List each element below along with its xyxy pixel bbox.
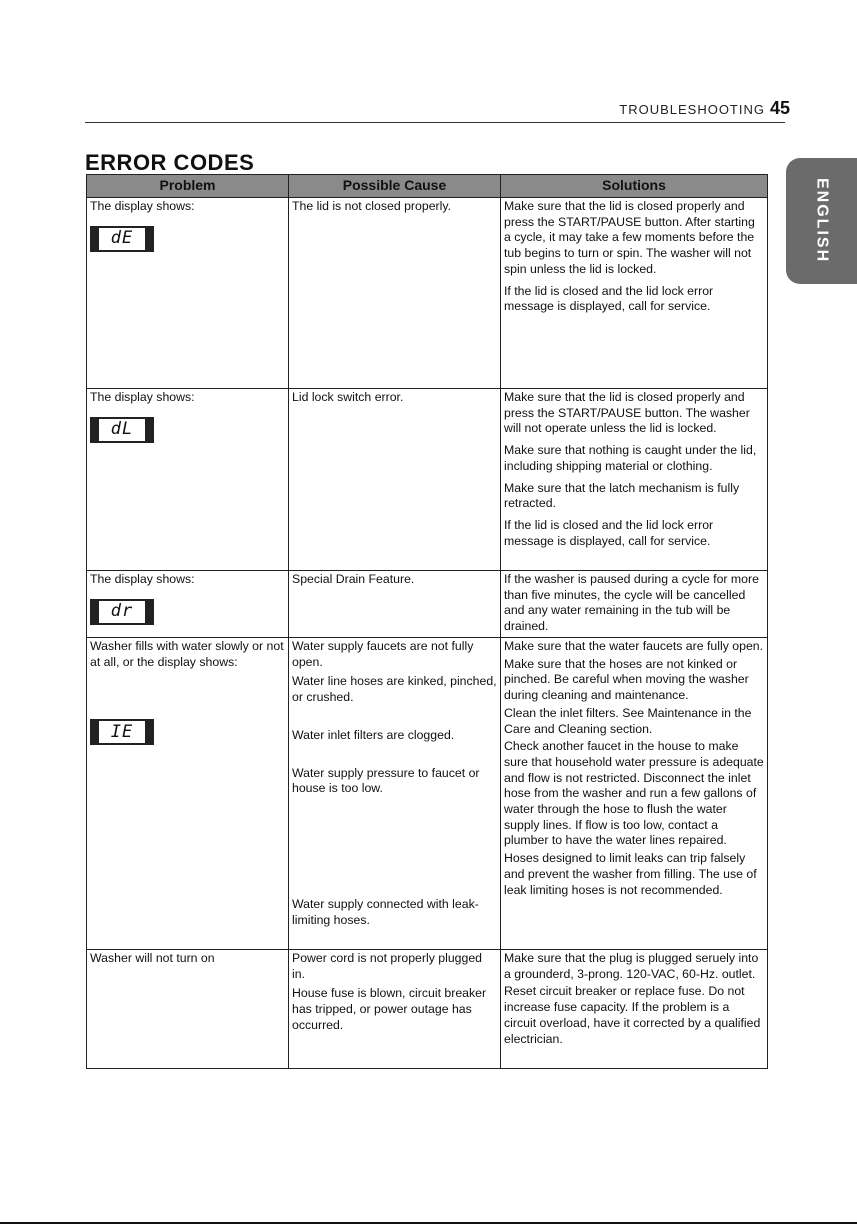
solution-text: If the lid is closed and the lid lock error message is displayed, call for service.	[504, 283, 714, 314]
problem-text: Washer fills with water slowly or not at all, or the display shows:	[90, 639, 284, 669]
lcd-display-icon	[90, 226, 154, 252]
problem-text: The display shows:	[90, 572, 195, 586]
solution-text: Check another faucet in the house to make sure that household water pressure is adequate and flow is not restricted. Disconnect the inlet hose from the washer and run a few gallons of water through the hose to flush the water supply lines. If flow is too low, contact a plumber to have the water lines repaired.	[504, 739, 764, 848]
problem-text: The display shows:	[90, 199, 195, 213]
cause-cell	[289, 638, 501, 950]
header-solutions: Solutions	[501, 175, 768, 198]
cause-cell	[289, 571, 501, 638]
cause-text: Special Drain Feature.	[292, 572, 415, 586]
lcd-display-icon	[90, 599, 154, 625]
language-tab	[786, 158, 857, 284]
solution-text: Make sure that the plug is plugged seruely into a grounderd, 3-prong. 120-VAC, 60-Hz. outlet.	[504, 951, 759, 981]
solution-text: Make sure that the lid is closed properly and press the START/PAUSE button. After starting a cycle, it may take a few moments before the tub begins to turn or spin. The washer will not spin unless the lid is locked.	[504, 199, 755, 276]
solution-text: If the washer is paused during a cycle for more than five minutes, the cycle will be cancelled and any water remaining in the tub will be drained.	[504, 572, 759, 634]
lcd-display-icon	[90, 417, 154, 443]
table-row	[87, 389, 768, 571]
lcd-display-icon	[90, 719, 154, 745]
problem-cell	[87, 198, 289, 389]
problem-text: The display shows:	[90, 390, 195, 404]
solution-cell	[501, 389, 768, 571]
bottom-rule	[0, 1222, 857, 1224]
cause-text: Water inlet filters are clogged.	[292, 727, 455, 742]
problem-text: Washer will not turn on	[90, 951, 215, 965]
cause-text: Water supply connected with leak-limiting hoses.	[292, 896, 479, 927]
error-code: IE	[99, 719, 145, 745]
error-code: dE	[99, 226, 145, 252]
solution-cell	[501, 950, 768, 1069]
problem-cell	[87, 571, 289, 638]
solution-text: Make sure that nothing is caught under the lid, including shipping material or clothing.	[504, 443, 757, 473]
cause-text: House fuse is blown, circuit breaker has tripped, or power outage has occurred.	[292, 986, 487, 1032]
solution-text: Hoses designed to limit leaks can trip falsely and prevent the washer from filling. The use of leak limiting hoses is not recommended.	[504, 851, 757, 897]
table-row	[87, 198, 768, 389]
cause-text: Power cord is not properly plugged in.	[292, 951, 483, 981]
cause-text: Water line hoses are kinked, pinched, or crushed.	[292, 674, 497, 705]
cause-cell	[289, 950, 501, 1069]
table-row	[87, 638, 768, 950]
solution-text: Make sure that the lid is closed properly and press the START/PAUSE button. The washer will not operate unless the lid is locked.	[504, 390, 750, 436]
page-number: 45	[769, 98, 790, 118]
problem-cell	[87, 389, 289, 571]
cause-text: Water supply pressure to faucet or house is too low.	[292, 765, 480, 796]
running-head: TROUBLESHOOTING	[619, 102, 765, 117]
header-rule	[85, 122, 785, 123]
problem-cell	[87, 950, 289, 1069]
table-row	[87, 950, 768, 1069]
language-tab-label: ENGLISH	[813, 178, 831, 264]
solution-text: Make sure that the water faucets are fully open.	[504, 639, 764, 653]
solution-cell	[501, 571, 768, 638]
problem-cell	[87, 638, 289, 950]
cause-text: Water supply faucets are not fully open.	[292, 639, 474, 669]
cause-text: Lid lock switch error.	[292, 390, 404, 404]
error-codes-table	[86, 174, 768, 1069]
solution-cell	[501, 638, 768, 950]
error-code: dL	[99, 417, 145, 443]
section-title: ERROR CODES	[85, 150, 255, 175]
solution-cell	[501, 198, 768, 389]
cause-cell	[289, 389, 501, 571]
header-possible-cause: Possible Cause	[289, 175, 501, 198]
cause-cell	[289, 198, 501, 389]
solution-text: Make sure that the latch mechanism is fully retracted.	[504, 480, 740, 511]
solution-text: If the lid is closed and the lid lock error message is displayed, call for service.	[504, 517, 714, 548]
cause-text: The lid is not closed properly.	[292, 199, 452, 213]
solution-text: Make sure that the hoses are not kinked or pinched. Be careful when moving the washer during cleaning and maintenance.	[504, 656, 749, 703]
solution-text: Clean the inlet filters. See Maintenance in the Care and Cleaning section.	[504, 705, 752, 736]
table-row	[87, 571, 768, 638]
table-header-row	[87, 175, 768, 198]
error-code: dr	[99, 599, 145, 625]
header-problem: Problem	[87, 175, 289, 198]
solution-text: Reset circuit breaker or replace fuse. Do not increase fuse capacity. If the problem is a circuit overload, have it corrected by a qualified electrician.	[504, 984, 761, 1046]
